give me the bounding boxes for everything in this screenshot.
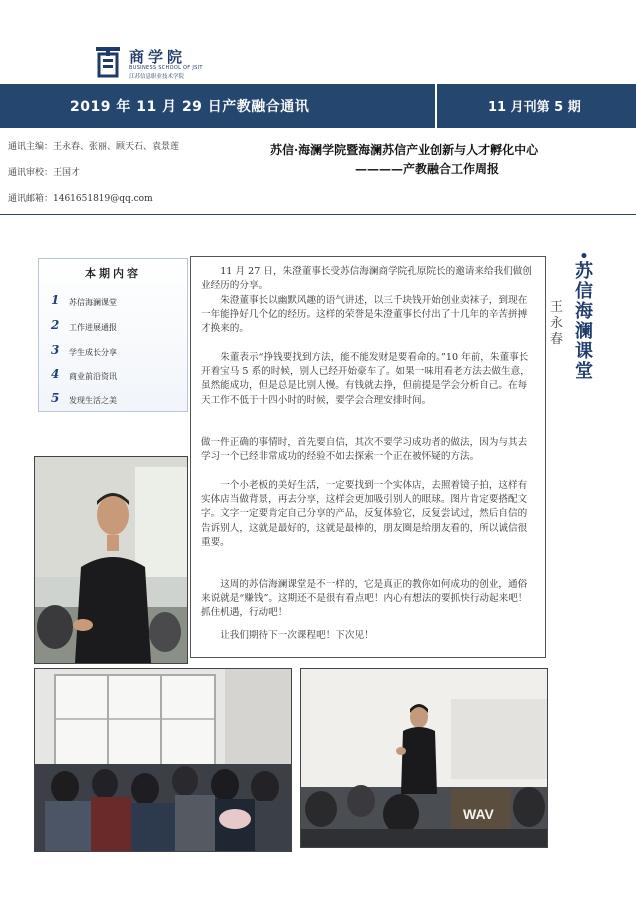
reviewer-line: 通讯审校：王国才 (8, 168, 81, 178)
contents-item-label: 工作进展通报 (69, 323, 117, 332)
editors-line: 通讯主编：王永春、张丽、顾天石、袁景莲 (8, 142, 180, 152)
contents-title: 本期内容 (85, 267, 141, 280)
contents-item (51, 293, 117, 308)
contents-item-label: 商业前沿资讯 (69, 372, 117, 381)
issue-date-title: 2019 年 11 月 29 日产教融合通讯 (70, 99, 310, 115)
lecture-photo-image (301, 669, 547, 847)
table-of-contents (38, 258, 188, 412)
section-vertical-title (574, 249, 594, 382)
contents-item-label: 苏信海澜课堂 (69, 298, 117, 307)
speaker-photo-image (35, 457, 187, 663)
title-bullet-icon: • (579, 249, 589, 265)
article-author: 王永春 (550, 300, 564, 347)
shirt-print-text: WAV (463, 806, 494, 822)
contents-item (51, 318, 117, 333)
contents-item-label: 学生成长分享 (69, 348, 117, 357)
speaker-photo (34, 456, 188, 664)
contents-item-number: 4 (51, 367, 60, 381)
contents-item-number: 1 (51, 293, 60, 307)
contents-item (51, 367, 117, 382)
email-line: 通讯邮箱：1461651819@qq.com (8, 194, 153, 204)
article-paragraph: 做一件正确的事情时，首先要自信，其次不要学习成功者的做法，因为与其去学习一个已经非常成功的经验不如去探索一个正在被怀疑的方法。 (201, 437, 528, 463)
contents-item-number: 5 (51, 391, 60, 405)
logo-name: 商学院 (129, 48, 187, 66)
classroom-photo (34, 668, 292, 852)
logo-english-name: BUSINESS SCHOOL OF JSIT (129, 65, 203, 71)
newsletter-headline: 苏信·海澜学院暨海澜苏信产业创新与人才孵化中心 (270, 143, 539, 157)
newsletter-subheadline: ————产教融合工作周报 (355, 162, 500, 176)
article-paragraph: 朱澄董事长以幽默风趣的语气讲述，以三千块钱开始创业卖袜子，到现在一年能挣好几个亿的经历。这样的荣誉是朱澄董事长付出了十几年的辛苦拼搏才换来的。 (201, 295, 528, 335)
section-title-text: 苏信海澜课堂 (575, 261, 593, 382)
school-logo (95, 46, 225, 82)
article-paragraph: 一个小老板的美好生活，一定要找到一个实体店，去照着镜子拍，这样有实体店当做背景，再去分享，这样会更加吸引别人的眼球。图片肯定要搭配文字。文字一定要肯定自己分享的产品，反复体验它，反复尝试过，然后自信的告诉别人，这就是最好的，这就是最棒的，朋友圈是给朋友看的，所以诚信很重要。 (201, 480, 528, 548)
issue-number: 11 月刊第 5 期 (488, 100, 581, 115)
contents-item-number: 2 (51, 318, 60, 332)
contents-item-number: 3 (51, 343, 60, 357)
article-paragraph: 这周的苏信海澜课堂是不一样的，它是真正的教你如何成功的创业，通俗来说就是“赚钱”。这期还不是很有看点吧！内心有想法的要抓快行动起来吧！抓住机遇，行动吧！ (201, 579, 528, 619)
school-emblem-icon (95, 46, 121, 78)
article-frame (190, 256, 546, 658)
logo-chinese-subname: 江苏信息职业技术学院 (129, 74, 185, 80)
masthead-info (0, 128, 636, 215)
contents-item (51, 391, 117, 406)
newsletter-banner (0, 84, 636, 128)
article-paragraph: 11 月 27 日，朱澄董事长受苏信海澜商学院孔原院长的邀请来给我们做创业经历的分享。 (201, 266, 532, 292)
article-paragraph: 让我们期待下一次课程吧！下次见！ (220, 630, 374, 641)
classroom-photo-image (35, 669, 291, 851)
lecture-photo (300, 668, 548, 848)
contents-item (51, 343, 117, 358)
article-paragraph: 朱董表示“挣钱要找到方法，能不能发财是要看命的。”10 年前，朱董事长开着宝马 5 系的时候，别人已经开始豪车了。如果一味用看老方法去做生意，虽然能成功，但是总是比别人慢。有钱就去挣，但前提是学会分析自己。在每天工作不低于十四小时的时候，要学会合理安排时间。 (201, 352, 530, 406)
contents-item-label: 发现生活之美 (69, 396, 117, 405)
banner-divider (435, 84, 437, 128)
